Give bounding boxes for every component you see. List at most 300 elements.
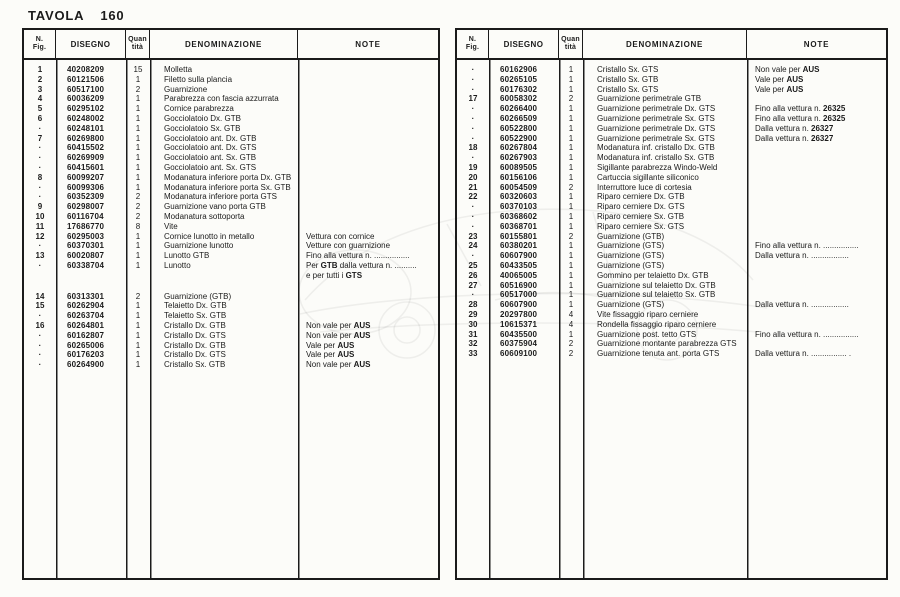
disegno-cell: 60415601 (67, 162, 105, 172)
note-cell: Vale per AUS (306, 340, 355, 350)
disegno-cell: 60380201 (500, 241, 538, 251)
denominazione-cell: Guarnizione (GTS) (597, 300, 665, 310)
fig-cell: · (471, 113, 475, 123)
table-row (24, 232, 438, 242)
denominazione-cell: Guarnizione (GTB) (164, 291, 232, 301)
disegno-cell: 60607900 (500, 251, 538, 261)
disegno-cell: 60368602 (500, 211, 538, 221)
denominazione-cell: Cristallo Sx. GTS (597, 84, 659, 94)
qty-cell: 1 (568, 133, 574, 143)
denominazione-cell: Rondella fissaggio riparo cerniere (597, 319, 717, 329)
table-row (24, 85, 438, 95)
fig-cell: 3 (37, 84, 43, 94)
fig-cell: 27 (468, 280, 478, 290)
fig-cell: 4 (37, 94, 43, 104)
disegno-cell: 60176302 (500, 84, 538, 94)
denominazione-cell: Guarnizione perimetrale Dx. GTS (597, 123, 716, 133)
note-cell: Vetture con guarnizione (306, 241, 391, 251)
fig-cell: · (38, 182, 42, 192)
table-row (457, 349, 886, 359)
table-row (457, 173, 886, 183)
disegno-cell: 60020807 (67, 251, 105, 261)
fig-cell: 29 (468, 309, 478, 319)
fig-header-line2: Fig. (32, 44, 47, 51)
qty-cell: 1 (568, 329, 574, 339)
qty-cell: 2 (568, 349, 574, 359)
fig-cell: · (38, 123, 42, 133)
disegno-cell: 60375904 (500, 339, 538, 349)
denominazione-cell: Cristallo Sx. GTB (164, 360, 226, 370)
table-row (24, 75, 438, 85)
table-row (457, 183, 886, 193)
denominazione-cell: Gocciolatoio ant. Dx. GTS (164, 143, 257, 153)
qty-header-line1: Quan (561, 36, 580, 43)
fig-cell: · (38, 311, 42, 321)
disegno-cell: 60522900 (500, 133, 538, 143)
denominazione-cell: Cristallo Dx. GTS (164, 330, 226, 340)
denominazione-cell: Telaietto Dx. GTB (164, 301, 227, 311)
denominazione-cell: Cristallo Dx. GTB (164, 320, 226, 330)
fig-cell: · (38, 340, 42, 350)
qty-cell: 1 (135, 153, 141, 163)
fig-cell: 11 (35, 221, 45, 231)
table-row (457, 241, 886, 251)
disegno-cell: 60266509 (500, 113, 538, 123)
note-cell: Dalla vettura n. ................. (755, 251, 849, 261)
fig-cell: 13 (35, 251, 45, 261)
disegno-cell: 60295003 (67, 231, 105, 241)
table-row (457, 310, 886, 320)
table-row (24, 153, 438, 163)
column-header-qty (559, 30, 583, 58)
disegno-cell: 60116704 (67, 211, 104, 221)
qty-cell: 1 (135, 172, 141, 182)
fig-cell: 19 (468, 162, 478, 172)
denominazione-cell: Guarnizione perimetrale GTB (597, 94, 702, 104)
denominazione-cell: Guarnizione vano porta GTB (164, 202, 266, 212)
table-row (457, 290, 886, 300)
disegno-cell: 60517100 (67, 84, 105, 94)
fig-cell: 12 (35, 231, 45, 241)
qty-cell: 2 (568, 231, 574, 241)
table-row (457, 271, 886, 281)
fig-cell: · (38, 260, 42, 270)
denominazione-cell: Parabrezza con fascia azzurrata (164, 94, 279, 104)
fig-cell: · (38, 360, 42, 370)
qty-cell: 2 (568, 339, 574, 349)
disegno-cell: 60269800 (67, 133, 105, 143)
fig-cell: · (38, 192, 42, 202)
denominazione-cell: Lunotto (164, 260, 191, 270)
fig-cell: 24 (468, 241, 478, 251)
column-header-denominazione: DENOMINAZIONE (150, 30, 298, 58)
parts-table-right (455, 28, 888, 580)
qty-cell: 1 (135, 133, 141, 143)
denominazione-cell: Riparo cerniere Sx. GTS (597, 221, 685, 231)
parts-table-left (22, 28, 440, 580)
disegno-cell: 60264900 (67, 360, 105, 370)
denominazione-cell: Modanatura sottoporta (164, 211, 245, 221)
fig-cell: 21 (468, 182, 478, 192)
qty-cell: 1 (135, 104, 141, 114)
disegno-cell: 60269909 (67, 153, 105, 163)
column-header-fig (24, 30, 56, 58)
qty-cell: 1 (135, 113, 141, 123)
fig-cell: · (471, 104, 475, 114)
table-row (457, 232, 886, 242)
table-row (457, 222, 886, 232)
tavola-number: 160 (100, 8, 125, 23)
qty-cell: 8 (135, 221, 141, 231)
table-row (24, 163, 438, 173)
disegno-cell: 60415502 (67, 143, 105, 153)
disegno-cell: 60609100 (500, 349, 538, 359)
table-body-right (457, 60, 886, 580)
disegno-cell: 60156106 (500, 172, 538, 182)
qty-cell: 1 (568, 172, 574, 182)
qty-cell: 1 (135, 311, 141, 321)
denominazione-cell: Gocciolatoio Sx. GTB (164, 123, 241, 133)
column-header-note: NOTE (355, 39, 381, 49)
qty-cell: 1 (135, 350, 141, 360)
note-cell: Dalla vettura n. 26327 (755, 123, 834, 133)
fig-cell: 25 (468, 260, 478, 270)
disegno-cell: 60248002 (67, 113, 105, 123)
table-row (24, 341, 438, 351)
qty-cell: 2 (135, 84, 141, 94)
qty-cell: 1 (568, 260, 574, 270)
qty-cell: 1 (568, 221, 574, 231)
table-row (24, 143, 438, 153)
disegno-cell: 60267804 (500, 143, 538, 153)
fig-cell: · (471, 84, 475, 94)
denominazione-cell: Modanatura inferiore porta Dx. GTB (164, 172, 292, 182)
disegno-cell: 20297800 (500, 309, 538, 319)
table-row (24, 222, 438, 232)
table-row (457, 65, 886, 75)
disegno-cell: 60320603 (500, 192, 538, 202)
disegno-cell: 17686770 (67, 221, 105, 231)
denominazione-cell: Guarnizione lunotto (164, 241, 234, 251)
qty-cell: 1 (135, 340, 141, 350)
note-cell: Fino alla vettura n. 26325 (755, 113, 846, 123)
table-row (457, 153, 886, 163)
denominazione-cell: Guarnizione tenuta ant. porta GTS (597, 349, 720, 359)
fig-cell: 17 (468, 94, 478, 104)
fig-cell: · (471, 221, 475, 231)
qty-cell: 1 (135, 162, 141, 172)
qty-cell: 1 (568, 123, 574, 133)
disegno-cell: 60298007 (67, 202, 105, 212)
fig-cell: 16 (35, 320, 45, 330)
table-row (24, 311, 438, 321)
table-row (457, 330, 886, 340)
qty-cell: 1 (135, 231, 141, 241)
denominazione-cell: Guarnizione (GTB) (597, 231, 665, 241)
note-cell: Vale per AUS (306, 350, 355, 360)
fig-cell: 23 (468, 231, 478, 241)
table-row (457, 212, 886, 222)
table-row (24, 134, 438, 144)
note-cell: Fino alla vettura n. ................ (306, 251, 410, 261)
denominazione-cell: Guarnizione (164, 84, 208, 94)
denominazione-cell: Cristallo Dx. GTB (164, 340, 226, 350)
denominazione-cell: Guarnizione sul telaietto Dx. GTB (597, 280, 716, 290)
table-row (457, 192, 886, 202)
disegno-cell: 60089505 (500, 162, 538, 172)
note-cell: Fino alla vettura n. ................ (755, 329, 859, 339)
qty-cell: 1 (135, 301, 141, 311)
fig-cell: 8 (37, 172, 43, 182)
qty-header-line2: tità (564, 44, 577, 51)
qty-cell: 1 (568, 202, 574, 212)
qty-cell: 1 (135, 360, 141, 370)
fig-cell: 7 (37, 133, 43, 143)
qty-cell: 15 (133, 65, 143, 74)
table-row (457, 114, 886, 124)
qty-cell: 1 (135, 94, 141, 104)
table-row (24, 104, 438, 114)
table-row (24, 292, 438, 302)
table-row (457, 75, 886, 85)
table-row (24, 360, 438, 370)
column-header-disegno: DISEGNO (489, 30, 559, 58)
denominazione-cell: Molletta (164, 65, 193, 74)
denominazione-cell: Modanatura inferiore porta Sx. GTB (164, 182, 291, 192)
table-row (24, 212, 438, 222)
denominazione-cell: Gocciolatoio ant. Sx. GTB (164, 153, 257, 163)
qty-cell: 1 (568, 143, 574, 153)
fig-cell: · (471, 153, 475, 163)
note-cell: Non vale per AUS (306, 330, 371, 340)
disegno-cell: 10615371 (500, 319, 538, 329)
disegno-cell: 60121506 (67, 74, 105, 84)
note-cell: Dalla vettura n. 26327 (755, 133, 834, 143)
qty-cell: 1 (135, 320, 141, 330)
fig-cell: · (38, 241, 42, 251)
fig-cell: 15 (35, 301, 45, 311)
denominazione-cell: Gocciolatoio ant. Sx. GTS (164, 162, 257, 172)
disegno-cell: 60370103 (500, 202, 538, 212)
denominazione-cell: Cristallo Sx. GTS (597, 65, 659, 74)
disegno-cell: 60099306 (67, 182, 105, 192)
disegno-cell: 60265006 (67, 340, 105, 350)
qty-cell: 1 (568, 74, 574, 84)
denominazione-cell: Modanatura inf. cristallo Sx. GTB (597, 153, 715, 163)
fig-cell: · (38, 350, 42, 360)
column-header-qty (126, 30, 150, 58)
qty-cell: 1 (135, 330, 141, 340)
fig-cell: 6 (37, 113, 43, 123)
note-cell: Non vale per AUS (306, 320, 371, 330)
disegno-cell: 60352309 (67, 192, 105, 202)
qty-cell: 1 (568, 162, 574, 172)
qty-cell: 1 (568, 84, 574, 94)
disegno-cell: 60433505 (500, 260, 538, 270)
fig-cell: · (38, 143, 42, 153)
disegno-cell: 60370301 (67, 241, 105, 251)
qty-header-line2: tità (131, 44, 144, 51)
column-header-note: NOTE (803, 39, 830, 49)
note-cell: Per GTB dalla vettura n. .......... e per tutti i GTS (306, 260, 417, 280)
denominazione-cell: Riparo cerniere Sx. GTB (597, 211, 685, 221)
table-row (24, 301, 438, 311)
qty-cell: 1 (568, 65, 574, 74)
disegno-cell: 60267903 (500, 153, 538, 163)
denominazione-cell: Guarnizione montante parabrezza GTS (597, 339, 737, 349)
note-cell: Dalla vettura n. ................. (755, 300, 849, 310)
qty-cell: 1 (568, 280, 574, 290)
denominazione-cell: Cornice parabrezza (164, 104, 234, 114)
table-row (457, 339, 886, 349)
table-header (457, 30, 886, 60)
table-row (457, 85, 886, 95)
disegno-cell: 40208209 (67, 65, 105, 74)
table-row (24, 350, 438, 360)
note-cell: Non vale per AUS (755, 65, 820, 74)
fig-header-line1: N. (468, 36, 477, 43)
fig-cell: · (471, 290, 475, 300)
note-cell: Vale per AUS (755, 84, 804, 94)
fig-cell: 2 (37, 74, 43, 84)
disegno-cell: 60265105 (500, 74, 538, 84)
fig-cell: · (38, 162, 42, 172)
fig-cell: · (471, 123, 475, 133)
fig-cell: · (471, 65, 475, 74)
disegno-cell: 60516900 (500, 280, 538, 290)
fig-cell: 28 (468, 300, 478, 310)
denominazione-cell: Gocciolatoio Dx. GTB (164, 113, 241, 123)
qty-cell: 2 (135, 211, 141, 221)
disegno-cell: 60264801 (67, 320, 105, 330)
fig-cell: · (38, 330, 42, 340)
table-row (24, 331, 438, 341)
table-row (457, 124, 886, 134)
qty-cell: 1 (568, 241, 574, 251)
note-cell: Fino alla vettura n. ................ (755, 241, 859, 251)
denominazione-cell: Guarnizione perimetrale Dx. GTS (597, 104, 716, 114)
table-row (24, 183, 438, 193)
note-cell: Vale per AUS (755, 74, 804, 84)
qty-cell: 2 (135, 202, 141, 212)
denominazione-cell: Guarnizione sul telaietto Sx. GTB (597, 290, 716, 300)
disegno-cell: 60522800 (500, 123, 538, 133)
qty-cell: 1 (568, 153, 574, 163)
column-header-denominazione: DENOMINAZIONE (583, 30, 747, 58)
disegno-cell: 60435500 (500, 329, 538, 339)
fig-cell: · (471, 211, 475, 221)
denominazione-cell: Guarnizione perimetrale Sx. GTS (597, 133, 715, 143)
disegno-cell: 60054509 (500, 182, 538, 192)
disegno-cell: 60058302 (500, 94, 538, 104)
denominazione-cell: Cartuccia sigillante siliconico (597, 172, 699, 182)
qty-cell: 1 (568, 300, 574, 310)
disegno-cell: 60517000 (500, 290, 538, 300)
table-row (457, 143, 886, 153)
fig-cell: 30 (468, 319, 478, 329)
note-cell: Non vale per AUS (306, 360, 371, 370)
qty-cell: 1 (568, 113, 574, 123)
denominazione-cell: Riparo cerniere Dx. GTB (597, 192, 685, 202)
denominazione-cell: Filetto sulla plancia (164, 74, 233, 84)
note-cell: Vettura con cornice (306, 231, 375, 241)
table-row (24, 173, 438, 183)
denominazione-cell: Sigillante parabrezza Windo-Weld (597, 162, 718, 172)
denominazione-cell: Cristallo Sx. GTB (597, 74, 659, 84)
disegno-cell: 60248101 (67, 123, 105, 133)
table-row (457, 202, 886, 212)
disegno-cell: 60162807 (67, 330, 105, 340)
disegno-cell: 60155801 (500, 231, 538, 241)
qty-cell: 2 (568, 94, 574, 104)
qty-cell: 1 (135, 182, 141, 192)
table-row (24, 261, 438, 281)
qty-cell: 1 (135, 260, 141, 270)
fig-cell: 31 (468, 329, 478, 339)
column-header-disegno: DISEGNO (56, 30, 126, 58)
qty-cell: 1 (135, 143, 141, 153)
denominazione-cell: Gocciolatoio ant. Dx. GTB (164, 133, 257, 143)
disegno-cell: 60338704 (67, 260, 105, 270)
table-row (457, 94, 886, 104)
table-row (457, 320, 886, 330)
table-row (457, 300, 886, 310)
table-row (24, 124, 438, 134)
fig-header-line1: N. (35, 36, 44, 43)
table-row (457, 251, 886, 261)
qty-cell: 1 (568, 192, 574, 202)
note-cell: Dalla vettura n. ................ . (755, 349, 852, 359)
table-header (24, 30, 438, 60)
disegno-cell: 60176203 (67, 350, 105, 360)
table-row (24, 65, 438, 75)
denominazione-cell: Telaietto Sx. GTB (164, 311, 227, 321)
table-row (457, 134, 886, 144)
fig-cell: 33 (468, 349, 478, 359)
disegno-cell: 60295102 (67, 104, 105, 114)
qty-cell: 2 (135, 192, 141, 202)
disegno-cell: 60162906 (500, 65, 538, 74)
fig-cell: · (471, 202, 475, 212)
fig-cell: · (471, 133, 475, 143)
denominazione-cell: Vite fissaggio riparo cerniere (597, 309, 699, 319)
denominazione-cell: Cornice lunotto in metallo (164, 231, 255, 241)
qty-cell: 2 (135, 291, 141, 301)
table-row (24, 241, 438, 251)
qty-cell: 1 (568, 211, 574, 221)
qty-cell: 4 (568, 319, 574, 329)
denominazione-cell: Guarnizione (GTS) (597, 241, 665, 251)
fig-cell: · (471, 251, 475, 261)
denominazione-cell: Cristallo Dx. GTS (164, 350, 226, 360)
disegno-cell: 60263704 (67, 311, 105, 321)
fig-cell: 10 (35, 211, 45, 221)
table-row (457, 261, 886, 271)
fig-cell: 26 (468, 270, 478, 280)
table-body-left (24, 60, 438, 580)
fig-cell: · (471, 74, 475, 84)
denominazione-cell: Guarnizione perimetrale Sx. GTS (597, 113, 715, 123)
disegno-cell: 60313301 (67, 291, 105, 301)
table-row (457, 281, 886, 291)
denominazione-cell: Riparo cerniere Dx. GTS (597, 202, 685, 212)
disegno-cell: 60262904 (67, 301, 105, 311)
fig-cell: 22 (468, 192, 478, 202)
disegno-cell: 60607900 (500, 300, 538, 310)
fig-cell: 1 (37, 65, 43, 74)
table-row (457, 163, 886, 173)
denominazione-cell: Guarnizione post. tetto GTS (597, 329, 697, 339)
